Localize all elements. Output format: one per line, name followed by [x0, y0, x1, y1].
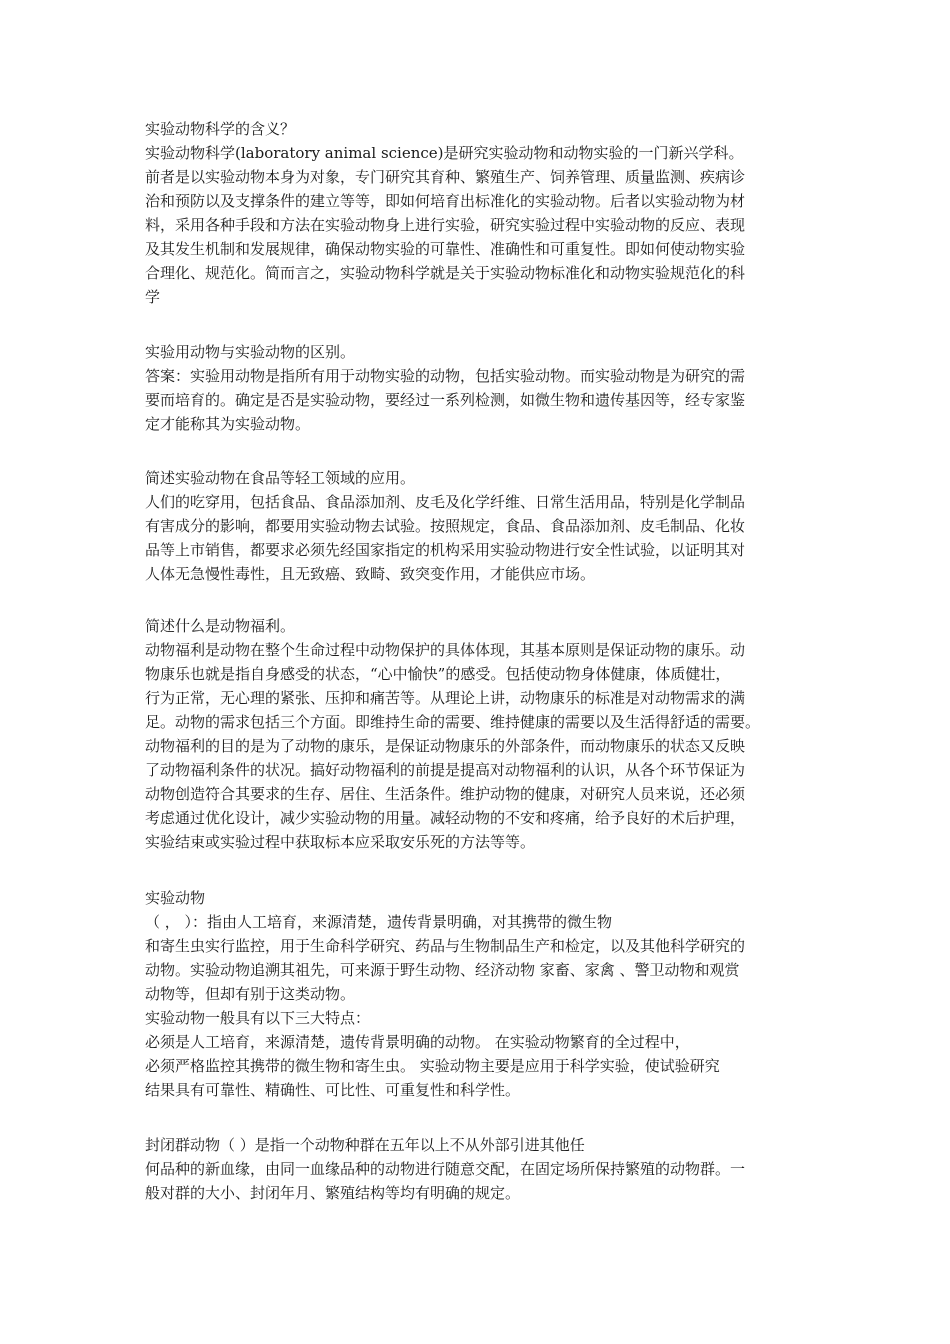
text-line: 必须是人工培育，来源清楚，遗传背景明确的动物。 在实验动物繁育的全过程中，	[145, 1033, 690, 1051]
text-line: 般对群的大小、封闭年月、繁殖结构等均有明确的规定。	[145, 1184, 521, 1202]
text-line: 动物创造符合其要求的生存、居住、生活条件。维护动物的健康，对研究人员来说，还必须	[145, 785, 746, 803]
text-line: 品等上市销售，都要求必须先经国家指定的机构采用实验动物进行安全性试验，以证明其对	[145, 541, 746, 559]
text-line: 料，采用各种手段和方法在实验动物身上进行实验，研究实验过程中实验动物的反应、表现	[145, 216, 746, 234]
text-line: 结果具有可靠性、精确性、可比性、可重复性和科学性。	[145, 1081, 521, 1099]
text-line: 实验结束或实验过程中获取标本应采取安乐死的方法等等。	[145, 833, 536, 851]
text-line: 动物。实验动物追溯其祖先，可来源于野生动物、经济动物 家畜、家禽 、警卫动物和观赏	[145, 961, 740, 979]
text-line: 考虑通过优化设计，减少实验动物的用量。减轻动物的不安和疼痛，给予良好的术后护理，	[145, 809, 746, 827]
text-line: 前者是以实验动物本身为对象，专门研究其育种、繁殖生产、饲养管理、质量监测、疾病诊	[145, 168, 746, 186]
text-line: 答案：实验用动物是指所有用于动物实验的动物，包括实验动物。而实验动物是为研究的需	[145, 367, 746, 385]
section-title-2: 实验用动物与实验动物的区别。	[145, 343, 356, 361]
text-line: 和寄生虫实行监控，用于生命科学研究、药品与生物制品生产和检定，以及其他科学研究的	[145, 937, 746, 955]
section-title-1: 实验动物科学的含义？	[145, 120, 296, 138]
text-line: 动物福利的目的是为了动物的康乐，是保证动物康乐的外部条件，而动物康乐的状态又反映	[145, 737, 746, 755]
section-title-5: 实验动物	[145, 889, 206, 907]
section-title-3: 简述实验动物在食品等轻工领域的应用。	[145, 469, 416, 487]
text-line: 行为正常，无心理的紧张、压抑和痛苦等。从理论上讲，动物康乐的标准是对动物需求的满	[145, 689, 746, 707]
text-line: 定才能称其为实验动物。	[145, 415, 311, 433]
text-line: 学	[145, 288, 161, 306]
text-line: 动物等，但却有别于这类动物。	[145, 985, 356, 1003]
text-line: 动物福利是动物在整个生命过程中动物保护的具体体现，其基本原则是保证动物的康乐。动	[145, 641, 746, 659]
text-line: 实验动物一般具有以下三大特点：	[145, 1009, 371, 1027]
text-line: 封闭群动物（ ）是指一个动物种群在五年以上不从外部引进其他任	[145, 1136, 585, 1154]
text-line: 物康乐也就是指自身感受的状态，“心中愉快”的感受。包括使动物身体健康，体质健壮，	[145, 665, 731, 683]
text-line: 必须严格监控其携带的微生物和寄生虫。 实验动物主要是应用于科学实验，使试验研究	[145, 1057, 720, 1075]
text-line: 人体无急慢性毒性，且无致癌、致畸、致突变作用，才能供应市场。	[145, 565, 596, 583]
text-line: 足。动物的需求包括三个方面。即维持生命的需要、维持健康的需要以及生活得舒适的需要。	[145, 713, 761, 731]
text-line: 何品种的新血缘，由同一血缘品种的动物进行随意交配，在固定场所保持繁殖的动物群。一	[145, 1160, 746, 1178]
section-title-4: 简述什么是动物福利。	[145, 617, 296, 635]
text-line: 有害成分的影响，都要用实验动物去试验。按照规定，食品、食品添加剂、皮毛制品、化妆	[145, 517, 746, 535]
text-line: （ ， ）：指由人工培育，来源清楚，遗传背景明确，对其携带的微生物	[145, 913, 613, 931]
text-line: 实验动物科学(laboratory animal science)是研究实验动物和动物实验的一门新兴学科。	[145, 144, 744, 162]
text-line: 了动物福利条件的状况。搞好动物福利的前提是提高对动物福利的认识，从各个环节保证为	[145, 761, 746, 779]
text-line: 及其发生机制和发展规律，确保动物实验的可靠性、准确性和可重复性。即如何使动物实验	[145, 240, 746, 258]
text-line: 要而培育的。确定是否是实验动物，要经过一系列检测，如微生物和遗传基因等，经专家鉴	[145, 391, 746, 409]
text-line: 治和预防以及支撑条件的建立等等，即如何培育出标准化的实验动物。后者以实验动物为材	[145, 192, 746, 210]
text-line: 合理化、规范化。简而言之，实验动物科学就是关于实验动物标准化和动物实验规范化的科	[145, 264, 746, 282]
text-line: 人们的吃穿用，包括食品、食品添加剂、皮毛及化学纤维、日常生活用品，特别是化学制品	[145, 493, 746, 511]
